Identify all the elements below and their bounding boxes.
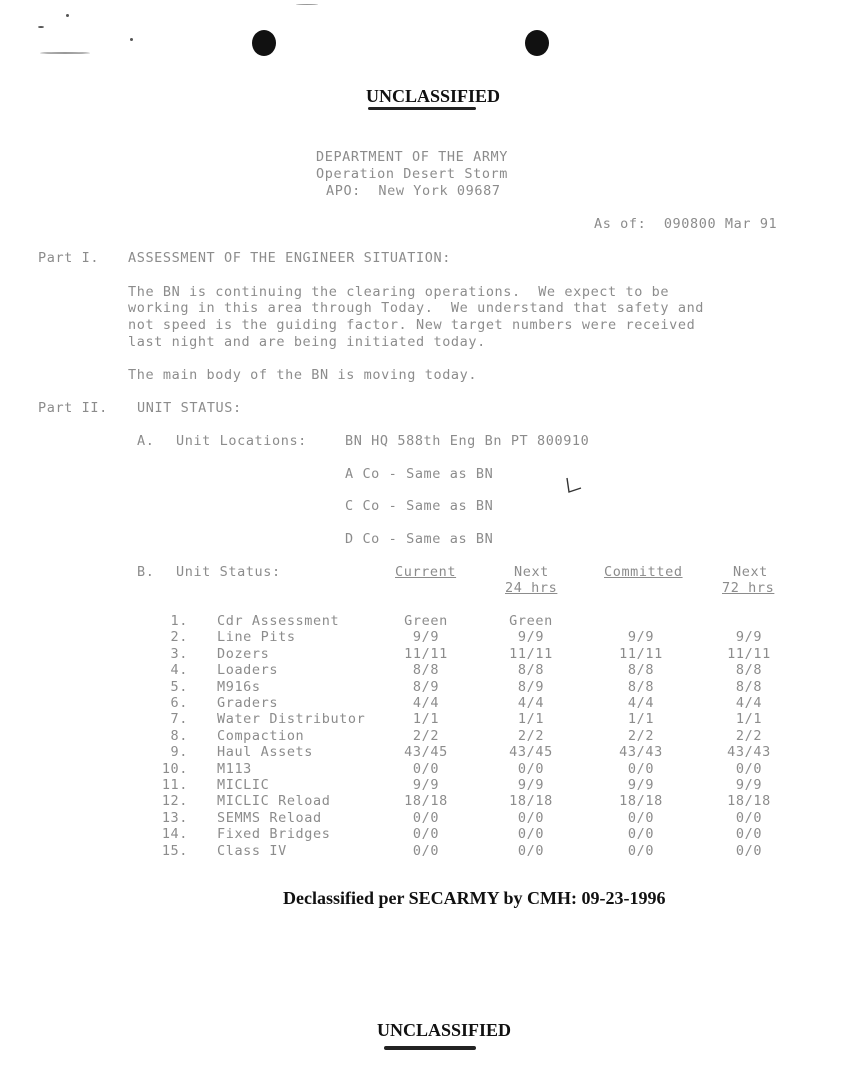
part1-para-line: last night and are being initiated today.	[128, 334, 486, 350]
declassification-stamp: Declassified per SECARMY by CMH: 09-23-1996	[283, 888, 666, 908]
row-current: 2/2	[412, 727, 440, 744]
row-next24: 43/45	[509, 744, 553, 761]
redaction-bar	[384, 1046, 476, 1050]
row-item: SEMMS Reload	[217, 809, 322, 826]
row-next24: 9/9	[517, 777, 545, 793]
col-next24-line2: 24 hrs	[505, 580, 558, 596]
row-next24: 18/18	[509, 793, 553, 810]
scan-mark	[38, 26, 44, 28]
row-current: 0/0	[412, 842, 440, 859]
row-next72: 4/4	[735, 695, 763, 711]
row-item: Fixed Bridges	[217, 826, 331, 843]
row-item: Graders	[217, 695, 279, 711]
row-next24: 8/8	[517, 662, 545, 679]
row-committed: 4/4	[627, 695, 655, 711]
row-current: 43/45	[404, 744, 448, 761]
row-next24: 2/2	[517, 727, 545, 744]
scan-mark	[296, 4, 318, 5]
section-b-title: Unit Status:	[176, 564, 281, 580]
section-a-title: Unit Locations:	[176, 433, 307, 449]
part1-para-2: The main body of the BN is moving today.	[128, 367, 478, 383]
row-current: 0/0	[412, 760, 440, 777]
as-of-date: As of: 090800 Mar 91	[594, 216, 778, 232]
col-current: Current	[395, 564, 457, 580]
row-next24: 0/0	[517, 826, 545, 843]
header-line-2: Operation Desert Storm	[316, 166, 509, 182]
row-item: Water Distributor	[217, 711, 366, 728]
row-number: 15.	[161, 842, 188, 859]
row-number: 14.	[161, 826, 188, 843]
row-next24: 0/0	[517, 809, 545, 826]
row-current: 8/9	[412, 678, 440, 695]
row-current: 11/11	[404, 645, 448, 662]
row-current: 0/0	[412, 809, 440, 826]
row-committed: 0/0	[627, 809, 655, 826]
row-next72: 9/9	[735, 629, 763, 646]
row-item: Cdr Assessment	[217, 613, 340, 629]
row-number: 7.	[170, 711, 188, 728]
row-next72: 2/2	[735, 727, 763, 744]
row-number: 2.	[170, 629, 188, 646]
row-item: Dozers	[217, 645, 270, 662]
col-next72-line1: Next	[733, 564, 768, 580]
section-a-label: A.	[137, 433, 155, 449]
row-next24: 9/9	[517, 629, 545, 646]
row-number: 10.	[161, 760, 188, 777]
classification-top: UNCLASSIFIED	[366, 86, 501, 106]
row-current: 9/9	[412, 629, 440, 646]
handwritten-mark	[563, 476, 585, 496]
row-current: Green	[404, 613, 448, 629]
row-next24: 0/0	[517, 760, 545, 777]
row-committed: 18/18	[619, 793, 663, 810]
row-next24: 8/9	[517, 678, 545, 695]
row-committed: 43/43	[619, 744, 663, 761]
row-current: 9/9	[412, 777, 440, 793]
part1-para-line: not speed is the guiding factor. New target numbers were received	[128, 317, 696, 333]
row-next24: 11/11	[509, 645, 553, 662]
row-number: 3.	[170, 645, 188, 662]
row-next72: 18/18	[727, 793, 771, 810]
row-current: 1/1	[412, 711, 440, 728]
row-item: Haul Assets	[217, 744, 314, 761]
row-current: 0/0	[412, 826, 440, 843]
row-item: M916s	[217, 678, 261, 695]
row-number: 4.	[170, 662, 188, 679]
row-number: 13.	[161, 809, 188, 826]
location-line: D Co - Same as BN	[345, 531, 494, 547]
row-committed: 2/2	[627, 727, 655, 744]
row-next72: 11/11	[727, 645, 771, 662]
redaction-bar	[368, 107, 476, 110]
row-next72: 0/0	[735, 826, 763, 843]
part2-label: Part II.	[38, 400, 108, 416]
row-next72: 8/8	[735, 662, 763, 679]
row-current: 4/4	[412, 695, 440, 711]
col-committed: Committed	[604, 564, 683, 580]
scan-mark	[40, 52, 90, 54]
row-next72: 0/0	[735, 760, 763, 777]
location-line: A Co - Same as BN	[345, 466, 494, 482]
row-committed: 8/8	[627, 678, 655, 695]
row-next72: 43/43	[727, 744, 771, 761]
part2-title: UNIT STATUS:	[137, 400, 242, 416]
row-next72: 1/1	[735, 711, 763, 728]
row-committed: 0/0	[627, 826, 655, 843]
punch-hole	[525, 30, 549, 56]
row-number: 9.	[170, 744, 188, 761]
row-number: 1.	[170, 613, 188, 629]
row-item: M113	[217, 760, 252, 777]
row-current: 18/18	[404, 793, 448, 810]
row-item: Line Pits	[217, 629, 296, 646]
part1-title: ASSESSMENT OF THE ENGINEER SITUATION:	[128, 250, 451, 266]
row-next24: 4/4	[517, 695, 545, 711]
col-next24-line1: Next	[514, 564, 549, 580]
row-next24: 0/0	[517, 842, 545, 859]
row-committed: 8/8	[627, 662, 655, 679]
row-item: Compaction	[217, 727, 305, 744]
row-next72: 8/8	[735, 678, 763, 695]
row-item: Class IV	[217, 842, 287, 859]
classification-bottom: UNCLASSIFIED	[377, 1020, 512, 1040]
scan-mark	[66, 14, 69, 17]
row-current: 8/8	[412, 662, 440, 679]
location-line: BN HQ 588th Eng Bn PT 800910	[345, 433, 590, 449]
row-committed: 9/9	[627, 629, 655, 646]
punch-hole	[252, 30, 276, 56]
row-next72: 0/0	[735, 842, 763, 859]
col-next72-line2: 72 hrs	[722, 580, 775, 596]
part1-label: Part I.	[38, 250, 100, 266]
row-number: 5.	[170, 678, 188, 695]
part1-para-line: The BN is continuing the clearing operations. We expect to be	[128, 284, 670, 300]
row-committed: 11/11	[619, 645, 663, 662]
row-committed: 9/9	[627, 777, 655, 793]
part1-para-line: working in this area through Today. We understand that safety and	[128, 300, 705, 316]
row-next24: Green	[509, 613, 553, 629]
row-number: 6.	[170, 695, 188, 711]
header-line-3: APO: New York 09687	[326, 183, 501, 199]
row-next72: 9/9	[735, 777, 763, 793]
row-number: 8.	[170, 727, 188, 744]
row-committed: 1/1	[627, 711, 655, 728]
row-next72: 0/0	[735, 809, 763, 826]
scan-mark	[130, 38, 133, 41]
row-number: 12.	[161, 793, 188, 810]
row-next24: 1/1	[517, 711, 545, 728]
row-item: MICLIC Reload	[217, 793, 331, 810]
row-item: Loaders	[217, 662, 279, 679]
header-line-1: DEPARTMENT OF THE ARMY	[316, 149, 509, 165]
row-committed: 0/0	[627, 842, 655, 859]
row-number: 11.	[161, 777, 188, 793]
row-committed: 0/0	[627, 760, 655, 777]
location-line: C Co - Same as BN	[345, 498, 494, 514]
section-b-label: B.	[137, 564, 155, 580]
row-item: MICLIC	[217, 777, 270, 793]
